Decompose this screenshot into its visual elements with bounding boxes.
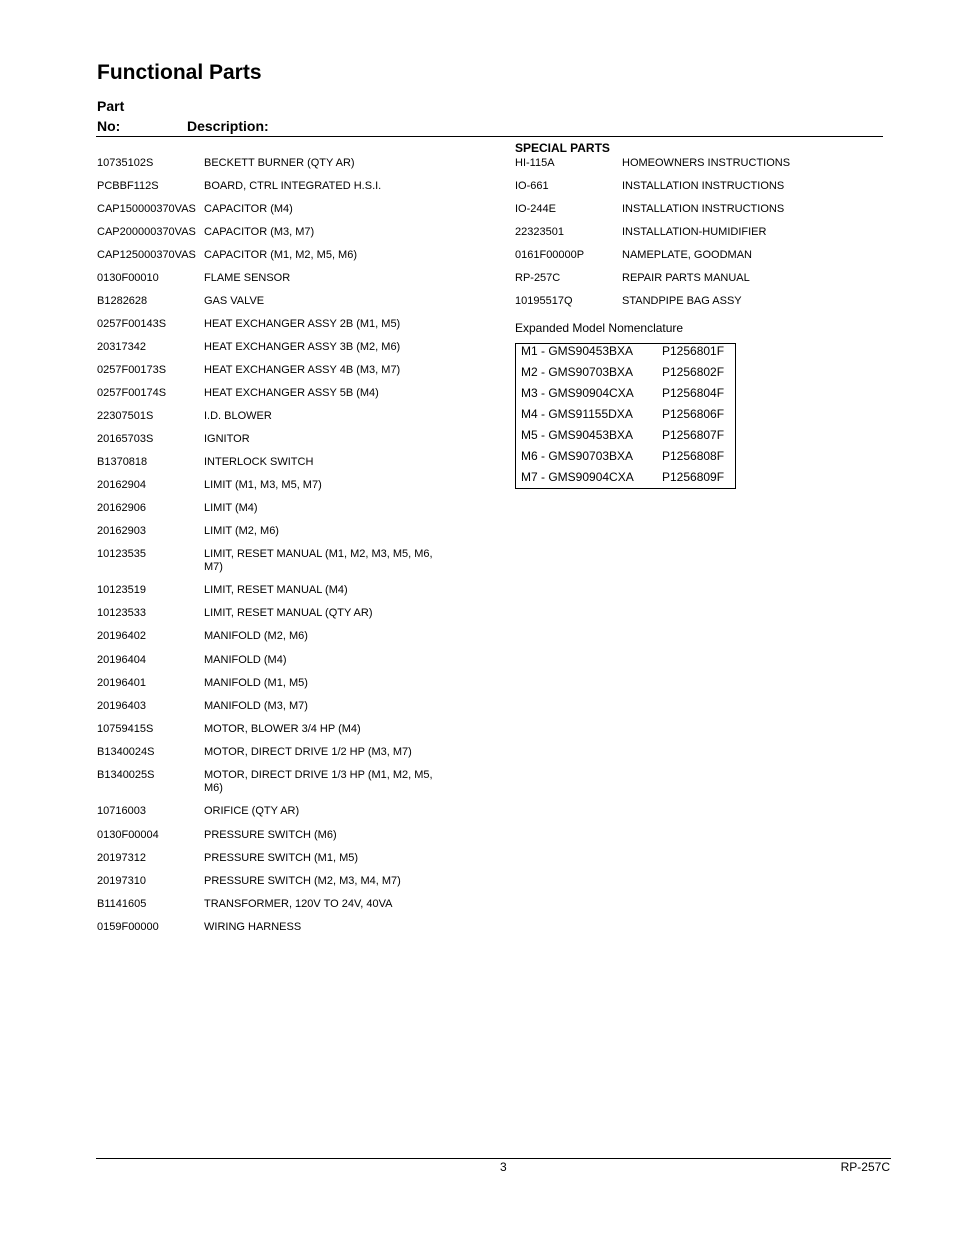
part-number: 0161F00000P [515, 249, 585, 261]
model-part-number: P1256802F [662, 365, 725, 379]
part-number: 20162904 [97, 479, 146, 491]
part-row [97, 341, 457, 354]
part-number: 10123535 [97, 548, 146, 560]
nomenclature-row [516, 344, 735, 365]
page-title: Functional Parts [97, 61, 262, 84]
part-row [515, 180, 815, 193]
part-description: HEAT EXCHANGER ASSY 3B (M2, M6) [204, 341, 401, 353]
part-number: IO-661 [515, 180, 549, 192]
nomenclature-row [516, 386, 735, 407]
part-number: 20196401 [97, 677, 146, 689]
part-number: PCBBF112S [97, 180, 159, 192]
part-row [97, 875, 457, 888]
part-no-header-line2: No: [97, 118, 121, 134]
part-number: 20197310 [97, 875, 146, 887]
nomenclature-table [515, 343, 736, 489]
part-row [97, 746, 457, 759]
part-number: 20196404 [97, 654, 146, 666]
nomenclature-row [516, 428, 735, 449]
part-description: STANDPIPE BAG ASSY [622, 295, 742, 307]
part-number: 10195517Q [515, 295, 573, 307]
nomenclature-row [516, 365, 735, 386]
model-part-number: P1256808F [662, 449, 725, 463]
part-description: PRESSURE SWITCH (M6) [204, 829, 337, 841]
part-row [97, 584, 457, 597]
part-row [97, 548, 457, 574]
part-description: TRANSFORMER, 120V TO 24V, 40VA [204, 898, 393, 910]
part-number: 10759415S [97, 723, 154, 735]
part-row [515, 157, 815, 170]
part-description: LIMIT, RESET MANUAL (QTY AR) [204, 607, 373, 619]
part-description: MOTOR, DIRECT DRIVE 1/3 HP (M1, M2, M5, M6) [204, 769, 433, 794]
part-row [97, 318, 457, 331]
nomenclature-row [516, 470, 735, 491]
nomenclature-row [516, 407, 735, 428]
part-row [97, 805, 457, 818]
model-part-number: P1256807F [662, 428, 725, 442]
part-number: B1282628 [97, 295, 148, 307]
part-description: INSTALLATION INSTRUCTIONS [622, 203, 785, 215]
part-row [97, 829, 457, 842]
part-description: INSTALLATION INSTRUCTIONS [622, 180, 785, 192]
part-description: LIMIT, RESET MANUAL (M1, M2, M3, M5, M6, M7) [204, 548, 433, 573]
part-row [97, 502, 457, 515]
part-description: MANIFOLD (M4) [204, 654, 287, 666]
model-name: M7 - GMS90904CXA [521, 470, 634, 484]
part-number: B1141605 [97, 898, 147, 910]
part-description: GAS VALVE [204, 295, 265, 307]
part-number: RP-257C [515, 272, 561, 284]
part-description: I.D. BLOWER [204, 410, 272, 422]
model-part-number: P1256804F [662, 386, 725, 400]
part-description: HEAT EXCHANGER ASSY 2B (M1, M5) [204, 318, 401, 330]
part-description: MOTOR, BLOWER 3/4 HP (M4) [204, 723, 361, 735]
part-description: MANIFOLD (M2, M6) [204, 630, 308, 642]
part-row [97, 295, 457, 308]
part-description: HOMEOWNERS INSTRUCTIONS [622, 157, 791, 169]
part-row [97, 677, 457, 690]
part-description: BECKETT BURNER (QTY AR) [204, 157, 355, 169]
nomenclature-row [516, 449, 735, 470]
part-row [97, 272, 457, 285]
part-row [97, 433, 457, 446]
model-name: M5 - GMS90453BXA [521, 428, 634, 442]
description-header: Description: [187, 118, 269, 134]
part-row [97, 921, 457, 934]
part-description: ORIFICE (QTY AR) [204, 805, 300, 817]
part-description: LIMIT (M4) [204, 502, 258, 514]
part-number: 20165703S [97, 433, 154, 445]
part-row [97, 607, 457, 620]
model-part-number: P1256801F [662, 344, 725, 358]
part-number: 22307501S [97, 410, 154, 422]
part-row [97, 525, 457, 538]
part-row [97, 654, 457, 667]
part-row [97, 852, 457, 865]
part-number: 0130F00010 [97, 272, 159, 284]
part-row [515, 203, 815, 216]
part-number: 20162906 [97, 502, 146, 514]
footer-rule [96, 1158, 891, 1159]
part-number: 20317342 [97, 341, 146, 353]
part-row [97, 769, 457, 795]
part-number: B1370818 [97, 456, 148, 468]
part-description: LIMIT, RESET MANUAL (M4) [204, 584, 348, 596]
part-row [97, 387, 457, 400]
part-row [97, 203, 457, 216]
special-parts-list [515, 157, 815, 318]
part-description: MANIFOLD (M3, M7) [204, 700, 308, 712]
part-number: IO-244E [515, 203, 556, 215]
part-description: PRESSURE SWITCH (M2, M3, M4, M7) [204, 875, 401, 887]
part-number: 20196402 [97, 630, 146, 642]
model-name: M2 - GMS90703BXA [521, 365, 634, 379]
part-description: CAPACITOR (M3, M7) [204, 226, 315, 238]
part-row [97, 226, 457, 239]
model-name: M3 - GMS90904CXA [521, 386, 634, 400]
part-description: CAPACITOR (M1, M2, M5, M6) [204, 249, 358, 261]
part-row [97, 479, 457, 492]
part-row [97, 157, 457, 170]
model-name: M4 - GMS91155DXA [521, 407, 633, 421]
model-part-number: P1256806F [662, 407, 725, 421]
part-row [97, 723, 457, 736]
part-row [515, 249, 815, 262]
model-name: M6 - GMS90703BXA [521, 449, 634, 463]
part-row [97, 364, 457, 377]
part-row [97, 410, 457, 423]
part-number: 0257F00174S [97, 387, 167, 399]
part-description: INTERLOCK SWITCH [204, 456, 314, 468]
model-name: M1 - GMS90453BXA [521, 344, 634, 358]
part-number: CAP150000370VAS [97, 203, 196, 215]
part-row [97, 180, 457, 193]
part-number: 0257F00143S [97, 318, 167, 330]
part-description: CAPACITOR (M4) [204, 203, 293, 215]
part-row [97, 249, 457, 262]
part-description: MOTOR, DIRECT DRIVE 1/2 HP (M3, M7) [204, 746, 412, 758]
part-description: FLAME SENSOR [204, 272, 291, 284]
part-row [97, 700, 457, 713]
part-description: REPAIR PARTS MANUAL [622, 272, 750, 284]
part-row [97, 630, 457, 643]
special-parts-title: SPECIAL PARTS [515, 141, 610, 155]
part-number: CAP200000370VAS [97, 226, 196, 238]
part-description: LIMIT (M1, M3, M5, M7) [204, 479, 322, 491]
page-number: 3 [500, 1160, 507, 1174]
functional-parts-list [97, 157, 457, 934]
part-number: B1340025S [97, 769, 155, 781]
part-row [97, 898, 457, 911]
part-number: 20196403 [97, 700, 146, 712]
part-no-header-line1: Part [97, 98, 125, 114]
part-row [515, 295, 815, 308]
part-description: BOARD, CTRL INTEGRATED H.S.I. [204, 180, 382, 192]
part-description: IGNITOR [204, 433, 250, 445]
part-row [515, 226, 815, 239]
part-number: 0257F00173S [97, 364, 167, 376]
part-number: 22323501 [515, 226, 564, 238]
part-number: HI-115A [515, 157, 555, 169]
model-part-number: P1256809F [662, 470, 725, 484]
part-number: 10735102S [97, 157, 154, 169]
part-number: B1340024S [97, 746, 155, 758]
part-number: 0159F00000 [97, 921, 159, 933]
part-description: INSTALLATION-HUMIDIFIER [622, 226, 767, 238]
part-number: 10123519 [97, 584, 146, 596]
part-description: LIMIT (M2, M6) [204, 525, 279, 537]
part-description: MANIFOLD (M1, M5) [204, 677, 308, 689]
part-row [97, 456, 457, 469]
part-number: 20197312 [97, 852, 146, 864]
part-number: 10716003 [97, 805, 146, 817]
part-description: WIRING HARNESS [204, 921, 302, 933]
nomenclature-title: Expanded Model Nomenclature [515, 321, 684, 335]
part-description: NAMEPLATE, GOODMAN [622, 249, 752, 261]
document-code: RP-257C [840, 1160, 890, 1174]
part-number: 10123533 [97, 607, 146, 619]
part-number: 20162903 [97, 525, 146, 537]
part-description: HEAT EXCHANGER ASSY 4B (M3, M7) [204, 364, 401, 376]
header-rule [96, 136, 883, 137]
part-number: 0130F00004 [97, 829, 159, 841]
part-description: HEAT EXCHANGER ASSY 5B (M4) [204, 387, 379, 399]
part-description: PRESSURE SWITCH (M1, M5) [204, 852, 359, 864]
part-number: CAP125000370VAS [97, 249, 196, 261]
part-row [515, 272, 815, 285]
